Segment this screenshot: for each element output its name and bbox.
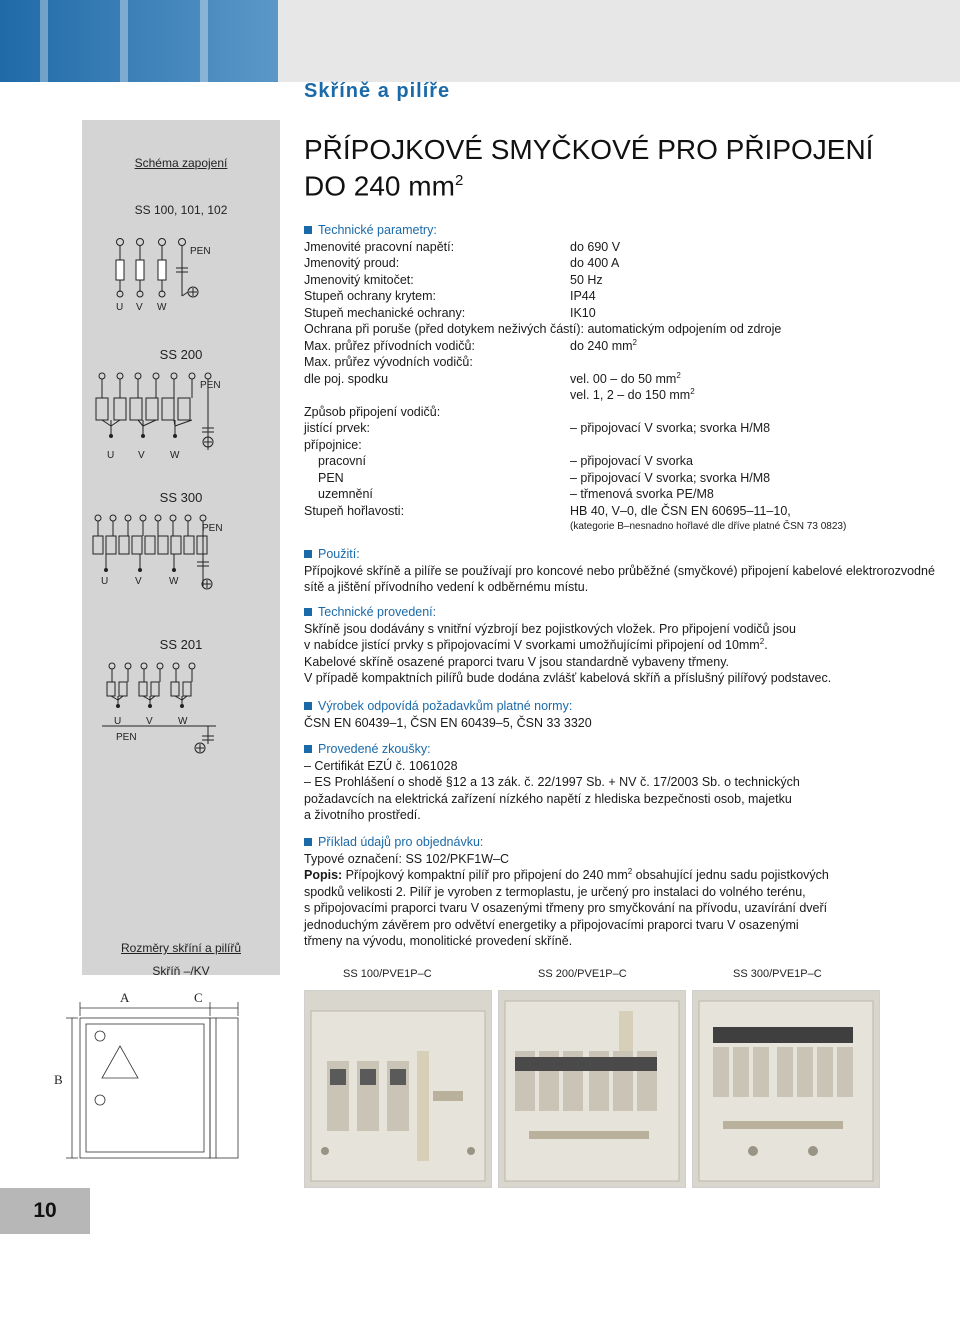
pen-label: PEN	[200, 380, 221, 391]
objednavka-heading: Příklad údajů pro objednávku:	[304, 834, 944, 851]
phase-label: W	[157, 302, 167, 313]
normy-section	[304, 698, 944, 731]
product-photo-ss100	[304, 990, 492, 1188]
provedeni-line: Skříně jsou dodávány s vnitřní výzbrojí bez pojistkových vložek. Pro připojení vodičů jsou	[304, 621, 796, 636]
normy-heading: Výrobek odpovídá požadavkům platné normy:	[304, 698, 944, 715]
brand-block	[0, 0, 278, 82]
phase-label: V	[135, 576, 142, 587]
param-row: vel. 1, 2 – do 150 $mm^2$	[570, 386, 695, 402]
wiring-diagram-ss100	[92, 232, 272, 322]
params-heading: Technické parametry:	[304, 222, 944, 239]
dims-sub: Skříň –/KV	[152, 964, 210, 978]
phase-label: V	[146, 716, 153, 727]
wiring-diagram-ss300	[92, 512, 272, 594]
section-title: Skříně a pilíře	[304, 80, 451, 102]
phase-label: V	[136, 302, 143, 313]
pouziti-heading: Použití:	[304, 546, 944, 563]
provedeni-section	[304, 604, 944, 687]
dim-label-b: B	[54, 1072, 63, 1087]
param-row: jistící prvek: – připojovací V svorka; svorka H/M8	[304, 421, 771, 435]
param-row: Jmenovité pracovní napětí: do 690 V	[304, 239, 621, 254]
pouziti-text: Přípojkové skříně a pilíře se používají pro koncové nebo průběžné (smyčkové) připojení kabelové elektrorozvodné sítě a jištění přívodního vedení k odběrnému místu.	[304, 563, 935, 594]
param-row: Způsob připojení vodičů:	[304, 404, 441, 419]
pen-label: PEN	[190, 246, 211, 257]
order-description-line: jednoduchým závěrem pro odvětví energetiky a připojovacími praporci tvaru V osazenými	[304, 917, 799, 932]
zkousky-line: a životního prostředí.	[304, 808, 421, 822]
page-number: 10	[33, 1199, 57, 1222]
param-row: PEN – připojovací V svorka; svorka H/M8	[318, 470, 771, 485]
param-row: Jmenovitý proud: do 400 A	[304, 256, 620, 270]
provedeni-line: V případě kompaktních pilířů bude dodána zvlášť kabelová skříň a příslušný pilířový podstavec.	[304, 671, 832, 685]
param-row: přípojnice:	[304, 437, 362, 452]
zkousky-line: – ES Prohlášení o shodě §12 a 13 zák. č. 22/1997 Sb. + NV č. 17/2003 Sb. o technických	[304, 775, 800, 789]
param-row: dle poj. spodku vel. 00 – do 50 $mm^2$	[304, 370, 681, 386]
param-row: pracovní – připojovací V svorka	[318, 454, 693, 468]
phase-label: V	[138, 450, 145, 461]
phase-label: U	[101, 576, 109, 587]
zkousky-section	[304, 741, 944, 824]
phase-label: W	[178, 716, 188, 727]
pen-label: PEN	[116, 732, 137, 743]
photo-caption: SS 200/PVE1P–C	[538, 968, 627, 980]
provedeni-heading: Technické provedení:	[304, 604, 944, 621]
phase-label: W	[169, 576, 179, 587]
dim-label-a: A	[120, 990, 130, 1005]
order-type: Typové označení: SS 102/PKF1W–C	[304, 851, 509, 866]
order-description-line: třmeny na vývodu, monolitické provedení skříně.	[304, 934, 573, 948]
param-row: Max. průřez vývodních vodičů:	[304, 355, 473, 369]
product-photo-ss200	[498, 990, 686, 1188]
phase-label: U	[107, 450, 115, 461]
param-row: Stupeň mechanické ochrany: IK10	[304, 305, 596, 320]
param-row: Jmenovitý kmitočet: 50 Hz	[304, 272, 603, 287]
schema-label: SS 300	[159, 490, 203, 505]
phase-label: W	[170, 450, 180, 461]
param-row: Ochrana při poruše (před dotykem neživých částí): automatickým odpojením od zdroje	[304, 322, 782, 336]
pouziti-section	[304, 546, 944, 596]
schema-heading: Schéma zapojení	[134, 156, 228, 170]
param-row: Stupeň hořlavosti: HB 40, V–0, dle ČSN EN 60695–11–10,	[304, 503, 791, 518]
order-description-line: s připojovacími praporci tvaru V osazenými třmeny pro smyčkování na přívodu, uzavírání dveří	[304, 901, 828, 915]
order-description-line: spodků velikosti 2. Pilíř je vyroben z termoplastu, je určený pro instalaci do volného terénu,	[304, 884, 806, 899]
param-row: Max. průřez přívodních vodičů: do 240 $mm^2$	[304, 337, 637, 353]
param-row: uzemnění – třmenová svorka PE/M8	[318, 487, 714, 501]
dim-label-c: C	[194, 990, 203, 1005]
zkousky-line: – Certifikát EZÚ č. 1061028	[304, 758, 458, 773]
phase-label: U	[114, 716, 122, 727]
technical-parameters	[304, 222, 944, 536]
page-title: PŘÍPOJKOVÉ SMYČKOVÉ PRO PŘIPOJENÍ DO 240 $mm^2$	[304, 134, 874, 202]
zkousky-line: požadavcích na elektrická zařízení nízkého napětí z hlediska bezpečnosti osob, majetku	[304, 791, 792, 806]
param-row: Stupeň ochrany krytem: IP44	[304, 289, 596, 303]
schema-label: SS 201	[159, 637, 203, 652]
phase-label: U	[116, 302, 124, 313]
wiring-diagram-ss200	[92, 370, 272, 462]
order-description: Popis: Přípojkový kompaktní pilíř pro připojení do 240 $mm^2$ obsahující jednu sadu pojistkových	[304, 866, 829, 882]
schema-label: SS 200	[159, 347, 203, 362]
dims-heading: Rozměry skříní a pilířů	[120, 941, 242, 955]
enclosure-dimension-drawing	[50, 988, 290, 1168]
photo-caption: SS 100/PVE1P–C	[343, 968, 432, 980]
provedeni-line: Kabelové skříně osazené praporci tvaru V jsou standardně vybaveny třmeny.	[304, 654, 729, 669]
product-photo-ss300	[692, 990, 880, 1188]
photo-caption: SS 300/PVE1P–C	[733, 968, 822, 980]
wiring-diagram-ss201	[92, 660, 272, 760]
schema-label: SS 100, 101, 102	[134, 203, 228, 217]
param-row: (kategorie B–nesnadno hořlavé dle dříve platné ČSN 73 0823)	[570, 521, 847, 532]
objednavka-section	[304, 834, 944, 950]
zkousky-heading: Provedené zkoušky:	[304, 741, 944, 758]
normy-text: ČSN EN 60439–1, ČSN EN 60439–5, ČSN 33 3320	[304, 715, 592, 730]
provedeni-line: v nabídce jistící prvky s připojovacími V svorkami umožňujícími připojení od $10mm^2$.	[304, 636, 768, 652]
pen-label: PEN	[202, 523, 223, 534]
